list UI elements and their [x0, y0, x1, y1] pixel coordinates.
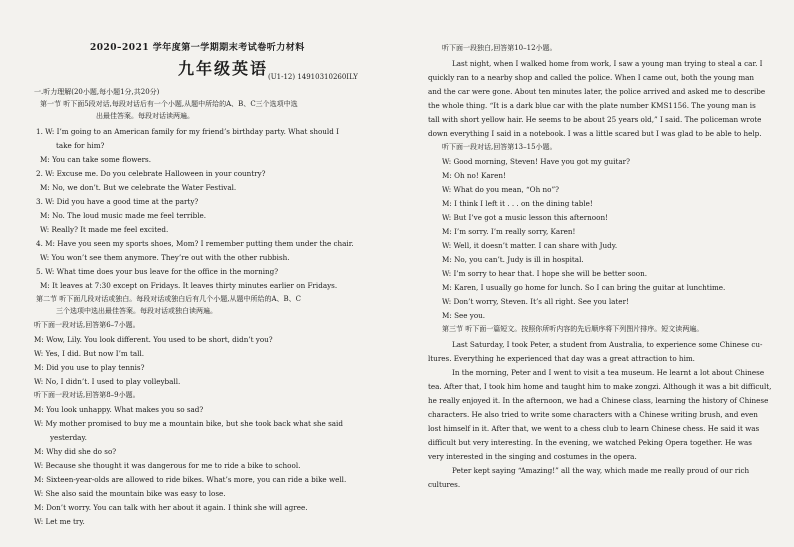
dialogue-line: 5. W: What time does your bus leave for the office in the morning? — [36, 267, 279, 276]
dialogue-line: W: Yes, I did. But now I’m tall. — [34, 349, 145, 358]
dialogue-line: 1. W: I’m going to an American family for my friend’s birthday party. What should I — [36, 127, 339, 136]
dialogue-line: M: It leaves at 7:30 except on Fridays. It leaves thirty minutes earlier on Fridays. — [40, 281, 338, 290]
dialogue-line: M: No, we don’t. But we celebrate the Water Festival. — [40, 183, 237, 192]
dialogue-line: 4. M: Have you seen my sports shoes, Mom? I remember putting them under the chair. — [36, 239, 354, 248]
dialogue-line: 2. W: Excuse me. Do you celebrate Halloween in your country? — [36, 169, 266, 178]
section-instruction: 第一节 听下面5段对话,每段对话后有一个小题,从题中所给的A、B、C三个选项中选 — [40, 100, 298, 108]
passage-line: difficult but very interesting. In the evening, we watched Peking Opera together. He was — [428, 438, 752, 447]
dialogue-line: W: What do you mean, “Oh no”? — [442, 185, 559, 194]
dialogue-line: W: My mother promised to buy me a mountain bike, but she took back what she said — [34, 419, 343, 428]
dialogue-line: M: No, you can’t. Judy is ill in hospital. — [442, 255, 584, 264]
dialogue-line: W: Well, it doesn’t matter. I can share with Judy. — [442, 241, 618, 250]
dialogue-line: W: No, I didn’t. I used to play volleyball. — [34, 377, 181, 386]
section-instruction: 三个选项中选出最佳答案。每段对话或独白读两遍。 — [56, 307, 217, 315]
dialogue-line: W: You won’t see them anymore. They’re out with the other rubbish. — [40, 253, 290, 262]
passage-line: ltures. Everything he experienced that day was a great attraction to him. — [428, 354, 695, 363]
dialogue-line: M: I’m sorry. I’m really sorry, Karen! — [442, 227, 576, 236]
subject-heading: 九年级英语 — [178, 59, 269, 78]
section-heading: 一.听力理解(20小题,每小题1分,共20分) — [34, 88, 160, 96]
dialogue-line: W: Let me try. — [34, 517, 85, 526]
question-prompt: 听下面一段对话,回答第6–7小题。 — [34, 321, 140, 329]
monologue-line: the whole thing. “It is a dark blue car with the plate number KMS1156. The young man is — [428, 101, 756, 110]
dialogue-line: M: Don’t worry. You can talk with her about it again. I think she will agree. — [34, 503, 308, 512]
passage-line: lost himself in it. After that, we went to a chess club to learn Chinese chess. He said it was — [428, 424, 760, 433]
passage-line: he really enjoyed it. In the afternoon, we had a Chinese class, learning the history of Chinese — [428, 396, 769, 405]
monologue-line: down everything I said in a notebook. I was a little scared but I was glad to be able to help. — [428, 129, 762, 138]
dialogue-line: take for him? — [56, 141, 105, 150]
dialogue-line: W: Really? It made me feel excited. — [40, 225, 169, 234]
monologue-line: and the car were gone. About ten minutes later, the police arrived and asked me to describe — [428, 87, 766, 96]
exam-title: 2020–2021 学年度第一学期期末考试卷听力材料 — [90, 43, 305, 53]
dialogue-line: M: You look unhappy. What makes you so sad? — [34, 405, 204, 414]
dialogue-line: M: See you. — [442, 311, 486, 320]
dialogue-line: M: Sixteen-year-olds are allowed to ride bikes. What’s more, you can ride a bike well. — [34, 475, 347, 484]
dialogue-line: W: I’m sorry to hear that. I hope she will be better soon. — [442, 269, 647, 278]
dialogue-line: M: Karen, I usually go home for lunch. So I can bring the guitar at lunchtime. — [442, 283, 726, 292]
dialogue-line: 3. W: Did you have a good time at the party? — [36, 197, 199, 206]
passage-line: Peter kept saying “Amazing!” all the way, which made me really proud of our rich — [452, 466, 750, 475]
dialogue-line: W: Don’t worry, Steven. It’s all right. See you later! — [442, 297, 629, 306]
dialogue-line: M: No. The loud music made me feel terrible. — [40, 211, 207, 220]
question-prompt: 听下面一段对话,回答第8–9小题。 — [34, 391, 140, 399]
dialogue-line: W: But I’ve got a music lesson this afternoon! — [442, 213, 608, 222]
dialogue-line: W: Good morning, Steven! Have you got my guitar? — [442, 157, 630, 166]
passage-line: characters. He also tried to write some characters with a Chinese writing brush, and even — [428, 410, 758, 419]
exam-code: (U1-12) 14910310260ILY — [268, 73, 358, 81]
question-prompt: 听下面一段对话,回答第13–15小题。 — [442, 143, 557, 151]
passage-line: cultures. — [428, 480, 461, 489]
dialogue-line: M: Wow, Lily. You look different. You used to be short, didn’t you? — [34, 335, 273, 344]
section-instruction: 出最佳答案。每段对话读两遍。 — [96, 112, 194, 120]
passage-line: Last Saturday, I took Peter, a student from Australia, to experience some Chinese cu- — [452, 340, 763, 349]
dialogue-line: M: I think I left it . . . on the dining table! — [442, 199, 593, 208]
dialogue-line: W: Because she thought it was dangerous for me to ride a bike to school. — [34, 461, 301, 470]
dialogue-line: M: Why did she do so? — [34, 447, 117, 456]
section-instruction: 第三节 听下面一篇短文。按照你所听内容的先后顺序将下列图片排序。短文读两遍。 — [442, 325, 704, 333]
question-prompt: 听下面一段独白,回答第10–12小题。 — [442, 44, 557, 52]
dialogue-line: M: Did you use to play tennis? — [34, 363, 145, 372]
dialogue-line: M: You can take some flowers. — [40, 155, 152, 164]
monologue-line: Last night, when I walked home from work, I saw a young man trying to steal a car. I — [452, 59, 763, 68]
dialogue-line: M: Oh no! Karen! — [442, 171, 506, 180]
passage-line: tea. After that, I took him home and taught him to make zongzi. Although it was a bit difficult, — [428, 382, 772, 391]
passage-line: In the morning, Peter and I went to visit a tea museum. He learnt a lot about Chinese — [452, 368, 765, 377]
passage-line: very interested in the singing and costumes in the opera. — [428, 452, 637, 461]
monologue-line: quickly ran to a nearby shop and called the police. When I came out, both the young man — [428, 73, 755, 82]
monologue-line: tall with short yellow hair. He seems to be about 25 years old,” I said. The policeman wrote — [428, 115, 762, 124]
section-instruction: 第二节 听下面几段对话或独白。每段对话或独白后有几个小题,从题中所给的A、B、C — [36, 295, 302, 303]
dialogue-line: W: She also said the mountain bike was easy to lose. — [34, 489, 226, 498]
dialogue-line: yesterday. — [50, 433, 87, 442]
